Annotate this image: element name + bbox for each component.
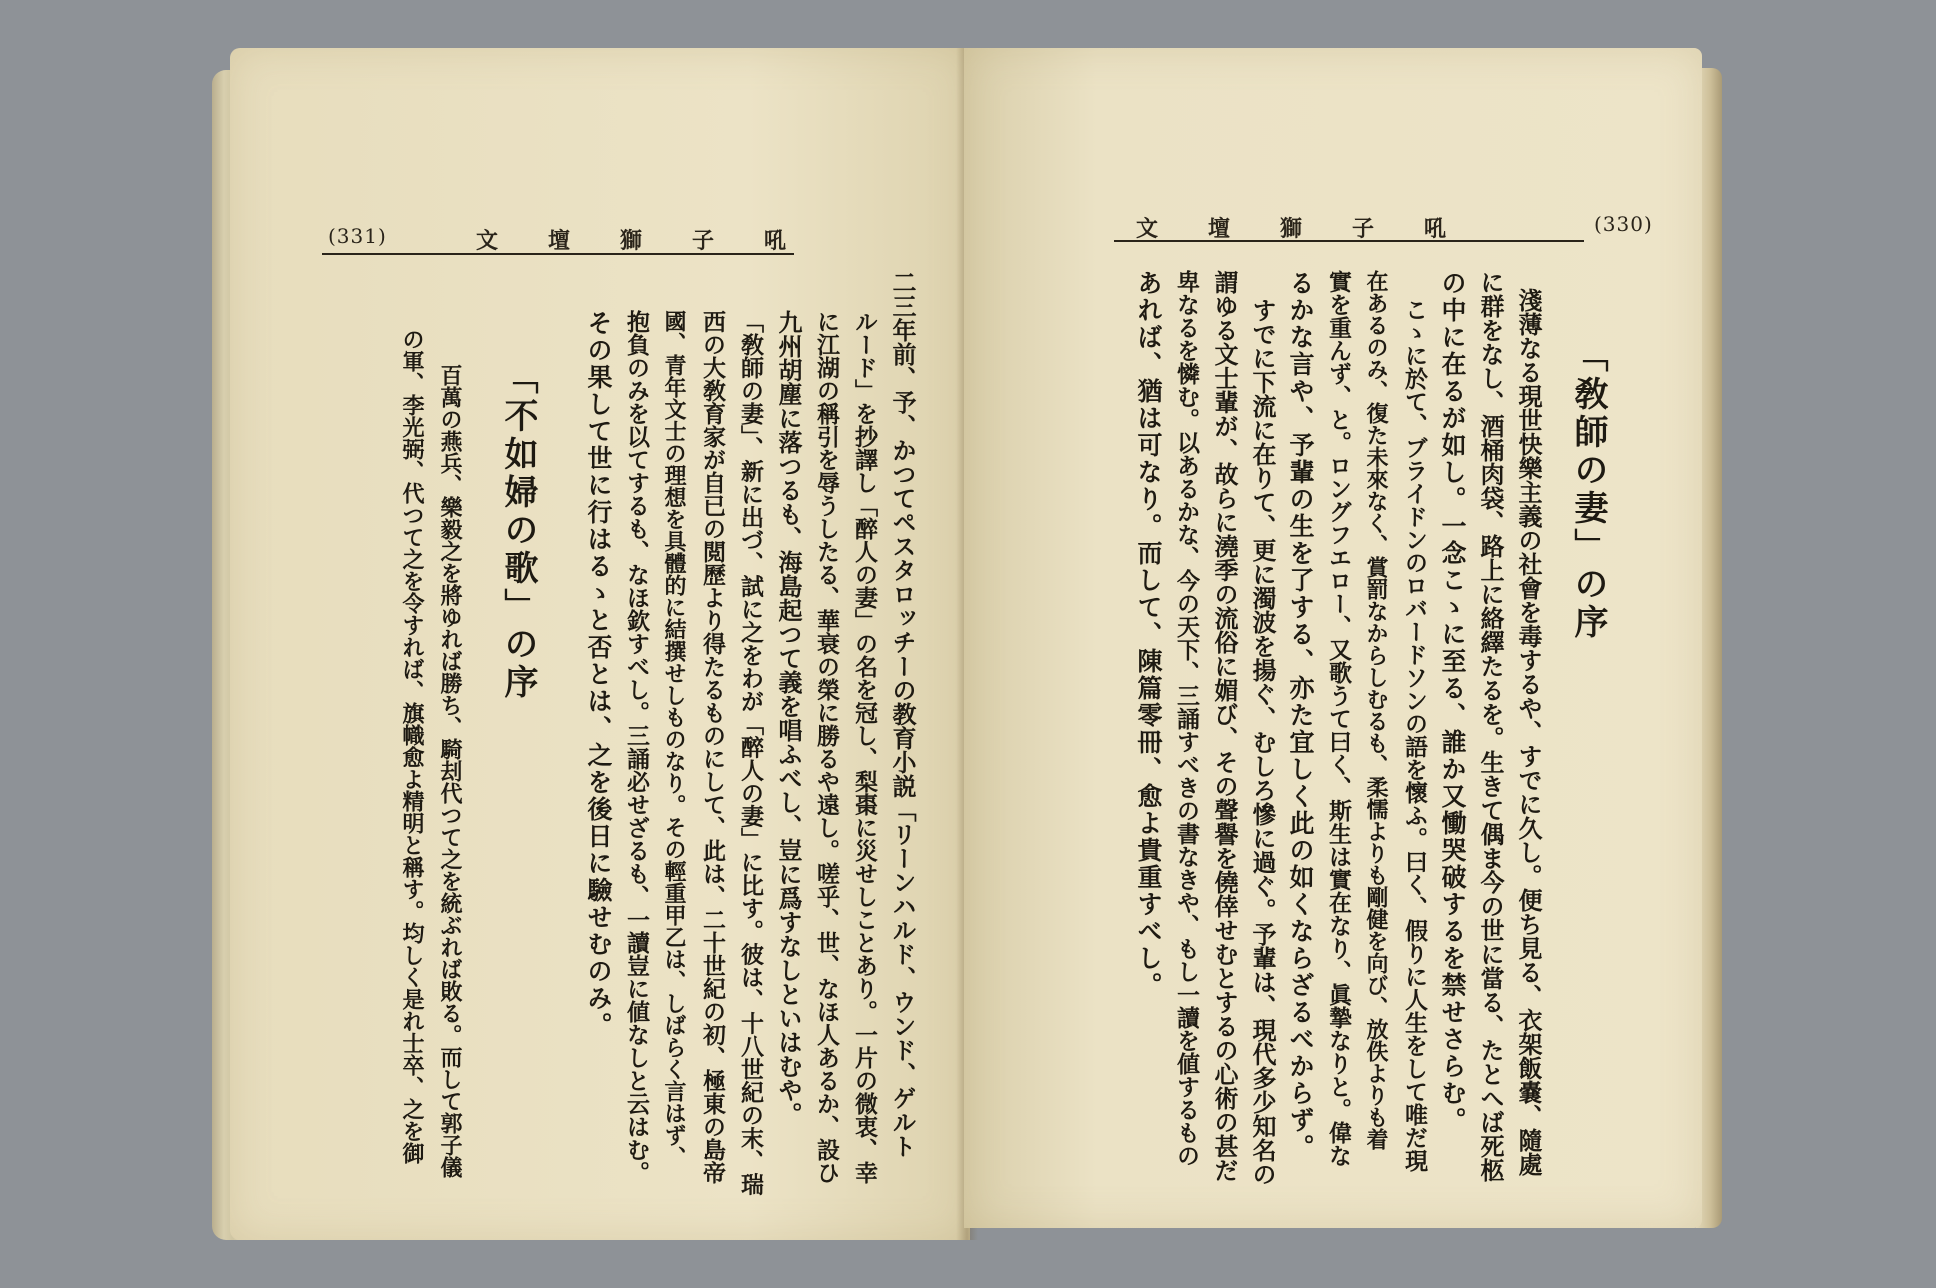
left-column-2: ルード」を抄譯し「醉人の妻」の名を冠し、梨棗に災せしことあり。一片の微衷、幸 [851,310,878,1184]
left-running-title: 文壇獅子吼 [476,228,837,254]
left-column-4: 九州胡塵に落つるも、海島起つて義を唱ふべし、豈に爲すなしといはむや。 [774,310,803,1126]
right-column-10: 謂ゆる文士輩が、故らに澆季の流俗に媚び、その聲譽を僥倖せむとするの心術の甚だ [1210,270,1239,1182]
right-column-5: こゝに於て、ブライドンのロバードソンの語を懷ふ。曰く、假りに人生をして唯だ現 [1401,298,1428,1172]
right-column-4: の中に在るが如し。一念こゝに至る、誰か又慟哭破するを禁せさらむ。 [1438,270,1467,1134]
left-column-6: 西の大敎育家が自已の閲歷より得たるものにして、此は、二十世紀の初、極東の島帝 [699,310,726,1184]
right-section-heading: 「敎師の妻」の序 [1568,338,1608,642]
open-book [212,48,1722,1256]
left-header-rule [322,253,794,255]
left-column-9: その果して世に行はるゝと否とは、之を後日に驗せむのみ。 [584,310,613,1039]
right-running-header [1114,212,1674,252]
right-column-7: 實を重んず、と。ロングフエロー、又歌うて曰く、斯生は實在なり、眞摯なりと。偉な [1325,270,1352,1167]
left-column-5: 「敎師の妻」、新に出づ、試に之をわが「醉人の妻」に比す。彼は、十八世紀の末、瑞 [737,310,764,1196]
right-column-11: 卑なるを憐む。以あるかな、今の天下、三誦すべきの書なきや、もし一讀を値するもの [1173,270,1200,1167]
left-running-header [328,224,888,264]
left-page [230,48,970,1240]
right-column-2: 淺薄なる現世快樂主義の社會を毒するや、すでに久し。便ち見る、衣架飯嚢、隨處 [1514,288,1543,1176]
right-column-3: に群をなし、酒桶肉袋、路上に絡繹たるを。生きて偶ま今の世に當る、たとへば死柩 [1476,270,1505,1182]
right-column-8: るかな言や、予輩の生を了する、亦た宜しく此の如くならざるべからず。 [1286,270,1315,1161]
right-running-title: 文壇獅子吼 [1136,216,1497,242]
right-column-9: すでに下流に在りて、更に濁波を揚ぐ、むしろ慘に過ぐ。予輩は、現代多少知名の [1248,298,1277,1186]
left-page-number: (331) [328,224,387,248]
right-header-rule [1114,240,1584,242]
right-column-6: 在あるのみ、復た未來なく、賞罰なからしむるも、柔懦よりも剛健を向び、放佚よりも着 [1363,270,1389,1150]
left-section-heading: 「不如婦の歌」の序 [498,360,538,702]
left-column-11: 百萬の燕兵、樂毅之を將ゆれば勝ち、騎刦代つて之を統ぶれば敗る。而して郭子儀 [437,364,463,1178]
left-column-7: 國、青年文士の理想を具體的に結撰せしものなり。その輕重甲乙は、しばらく言はず、 [661,310,687,1168]
right-page-number: (330) [1594,212,1653,236]
right-page [964,48,1702,1228]
left-column-8: 抱負のみを以てするも、なほ欽すべし。三誦必せざるも、一讀豈に値なしと云はむ。 [623,310,650,1184]
right-column-12: あれば、猶は可なり。而して、陳篇零冊、愈よ貴重すべし。 [1134,270,1163,999]
left-column-12: の軍、李光弼、代つて之を令すれば、旗幟愈よ精明と稱す。均しく是れ士卒、之を御 [399,328,425,1164]
left-column-1: 二三年前、予、かつてペスタロッチーの教育小説「リーンハルド、ウンド、ゲルト [888,270,917,1158]
left-column-3: に江湖の稱引を辱うしたる、華衰の榮に勝るや遠し。嗟乎、世、なほ人あるか、設ひ [813,310,840,1184]
